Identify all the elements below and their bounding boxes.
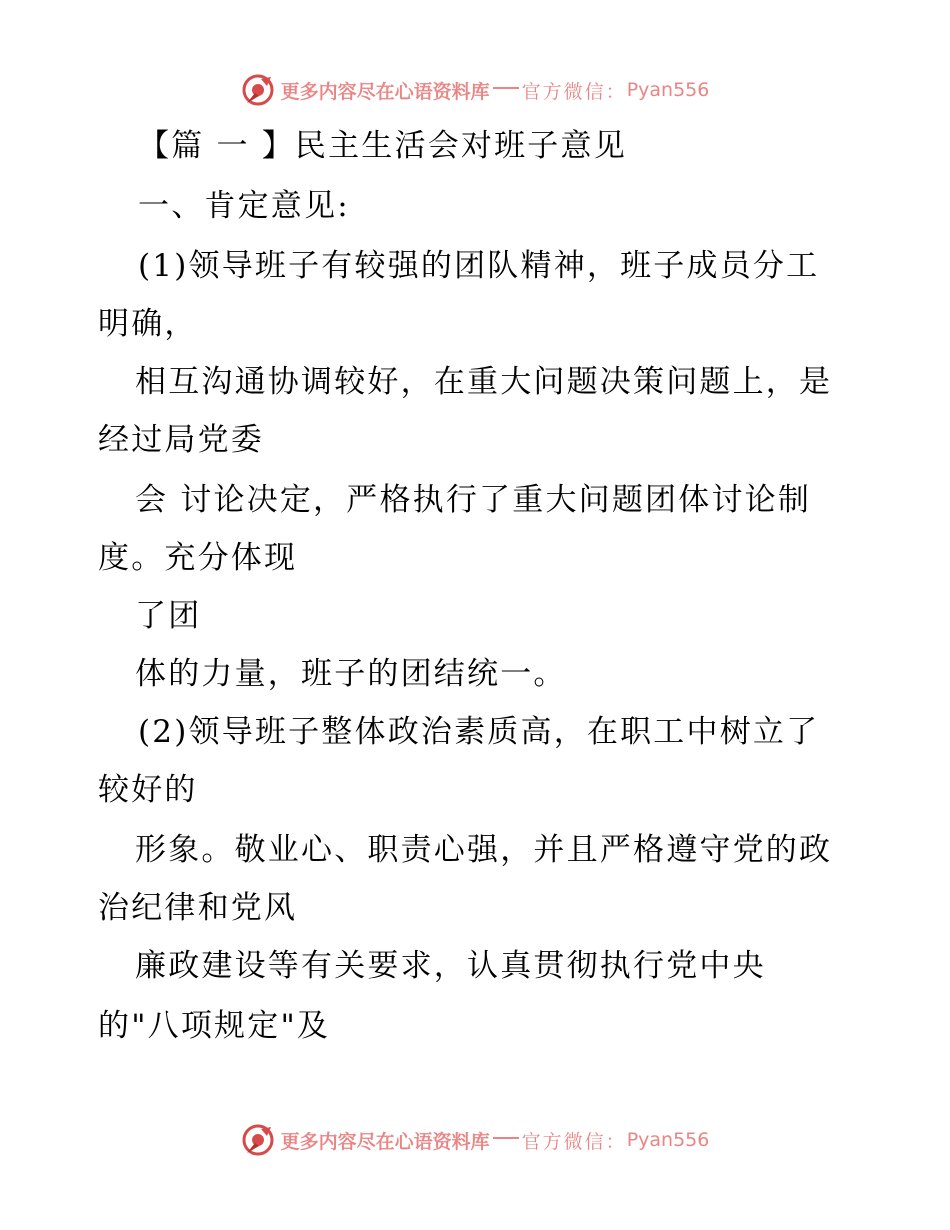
paragraph-line: 相互沟通协调较好，在重大问题决策问题上，是	[135, 364, 833, 400]
watermark-main-text: 更多内容尽在心语资料库	[280, 1130, 490, 1153]
paragraph-line: 形象。敬业心、职责心强，并且严格遵守党的政	[135, 832, 833, 868]
paragraph-line: 度。充分体现	[98, 540, 298, 576]
watermark-wechat-id: Pyan556	[626, 1129, 710, 1151]
paragraph-line: 经过局党委	[98, 422, 264, 458]
red-circle-pen-logo-icon	[241, 1123, 275, 1157]
header-watermark	[0, 70, 950, 110]
paragraph-line: 体的力量，班子的团结统一。	[135, 656, 567, 692]
watermark-dash	[493, 1137, 519, 1139]
paragraph-line: 廉政建设等有关要求，认真贯彻执行党中央	[135, 948, 766, 984]
document-title: 【篇 一 】民主生活会对班子意见	[138, 128, 627, 164]
red-circle-pen-logo-icon	[241, 73, 275, 107]
paragraph-line: (1)领导班子有较强的团队精神，班子成员分工	[138, 248, 820, 284]
watermark-wechat-id: Pyan556	[626, 79, 710, 101]
paragraph-line: 了团	[135, 598, 202, 634]
watermark-main-text: 更多内容尽在心语资料库	[280, 80, 490, 103]
paragraph-line: (2)领导班子整体政治素质高，在职工中树立了	[138, 714, 820, 750]
paragraph-line: 较好的	[98, 772, 198, 808]
paragraph-line: 会 讨论决定，严格执行了重大问题团体讨论制	[135, 482, 812, 518]
watermark-official-label: 官方微信：	[521, 80, 627, 103]
watermark-dash	[493, 87, 519, 89]
watermark-official-label: 官方微信：	[521, 1130, 627, 1153]
paragraph-line: 明确，	[98, 306, 198, 342]
paragraph-line: 治纪律和党风	[98, 890, 298, 926]
footer-watermark	[0, 1120, 950, 1160]
paragraph-line: 的"八项规定"及	[98, 1008, 331, 1044]
section-heading: 一、肯定意见:	[138, 188, 350, 224]
